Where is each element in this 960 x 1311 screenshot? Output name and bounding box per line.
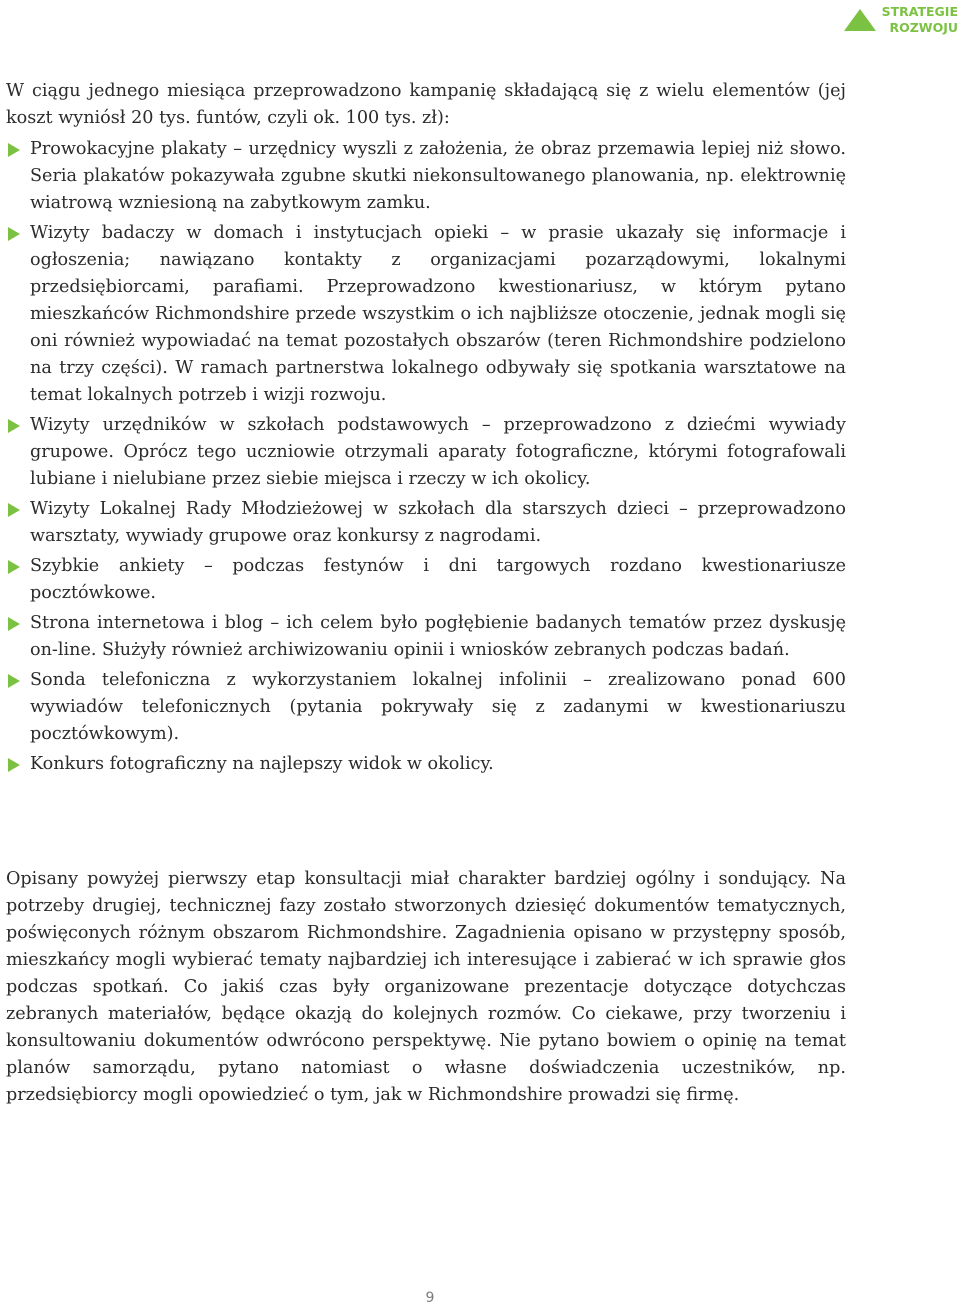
list-item: [6, 496, 846, 550]
bullet-arrow-icon: [8, 503, 20, 517]
list-item-text: Wizyty urzędników w szkołach podstawowych – przeprowadzono z dziećmi wywiady grupowe. Oprócz tego uczniowie otrzymali aparaty fotograficzne, którymi fotografowali lubiane i nielubiane przez siebie miejsca i rzeczy w ich okolicy.: [30, 415, 846, 489]
badge-title: [882, 4, 958, 36]
list-item: [6, 136, 846, 217]
list-item-text: Sonda telefoniczna z wykorzystaniem lokalnej infolinii – zrealizowano ponad 600 wywiadów telefonicznych (pytania pokrywały się z zadanymi w kwestionariuszu pocztówkowym).: [30, 670, 846, 744]
bullet-arrow-icon: [8, 560, 20, 574]
list-item: [6, 220, 846, 409]
list-item-text: Wizyty badaczy w domach i instytucjach opieki – w prasie ukazały się informacje i ogłoszenia; nawiązano kontakty z organizacjami pozarządowymi, lokalnymi przedsiębiorcami, parafiami. Przeprowadzono kwestionariusz, w którym pytano mieszkańców Richmondshire przede wszystkim o ich najbliższe otoczenie, jednak mogli się oni również wypowiadać na temat pozostałych obszarów (teren Richmondshire podzielono na trzy części). W ramach partnerstwa lokalnego odbywały się spotkania warsztatowe na temat lokalnych potrzeb i wizji rozwoju.: [30, 223, 846, 405]
list-item: [6, 667, 846, 748]
list-item: [6, 751, 846, 778]
list-item-text: Szybkie ankiety – podczas festynów i dni targowych rozdano kwestionariusze pocztówkowe.: [30, 556, 846, 603]
badge-line-2: ROZWOJU: [889, 20, 958, 35]
list-item-text: Prowokacyjne plakaty – urzędnicy wyszli z założenia, że obraz przemawia lepiej niż słowo. Seria plakatów pokazywała zgubne skutki niekonsultowanego planowania, np. elektrownię wiatrową wzniesioną na zabytkowym zamku.: [30, 139, 846, 213]
list-item: [6, 412, 846, 493]
badge-line-1: STRATEGIE: [881, 4, 958, 19]
list-item-text: Strona internetowa i blog – ich celem było pogłębienie badanych tematów przez dyskusję on-line. Służyły również archiwizowaniu opinii i wniosków zebranych podczas badań.: [30, 613, 846, 660]
bullet-arrow-icon: [8, 143, 20, 157]
closing-paragraph: Opisany powyżej pierwszy etap konsultacji miał charakter bardziej ogólny i sondujący. Na potrzeby drugiej, technicznej fazy zostało stworzonych dziesięć dokumentów tematycznych, poświęconych różnym obszarom Richmondshire. Zagadnienia opisano w przystępny sposób, mieszkańcy mogli wybierać tematy najbardziej ich interesujące i zabierać w ich sprawie głos podczas spotkań. Co jakiś czas były organizowane prezentacje dotyczące dotychczas zebranych materiałów, będące okazją do kolejnych rozmów. Co ciekawe, przy tworzeniu i konsultowaniu dokumentów odwrócono perspektywę. Nie pytano bowiem o opinię na temat planów samorządu, pytano natomiast o własne doświadczenia uczestników, np. przedsiębiorcy mogli opowiedzieć o tym, jak w Richmondshire prowadzi się firmę.: [6, 869, 846, 1105]
list-item: [6, 610, 846, 664]
intro-paragraph: W ciągu jednego miesiąca przeprowadzono kampanię składającą się z wielu elementów (jej koszt wyniósł 20 tys. funtów, czyli ok. 100 tys. zł):: [6, 81, 846, 128]
list-item-text: Wizyty Lokalnej Rady Młodzieżowej w szkołach dla starszych dzieci – przeprowadzono warsztaty, wywiady grupowe oraz konkursy z nagrodami.: [30, 499, 846, 546]
bullet-arrow-icon: [8, 227, 20, 241]
list-item-text: Konkurs fotograficzny na najlepszy widok w okolicy.: [30, 754, 494, 774]
page-number: 9: [425, 1290, 435, 1306]
header-badge: [844, 4, 958, 36]
bullet-arrow-icon: [8, 758, 20, 772]
bullet-arrow-icon: [8, 617, 20, 631]
bullet-arrow-icon: [8, 674, 20, 688]
campaign-elements-list: [6, 136, 846, 778]
main-content: [6, 78, 846, 781]
bullet-arrow-icon: [8, 419, 20, 433]
list-item: [6, 553, 846, 607]
triangle-arrow-icon: [844, 9, 876, 31]
